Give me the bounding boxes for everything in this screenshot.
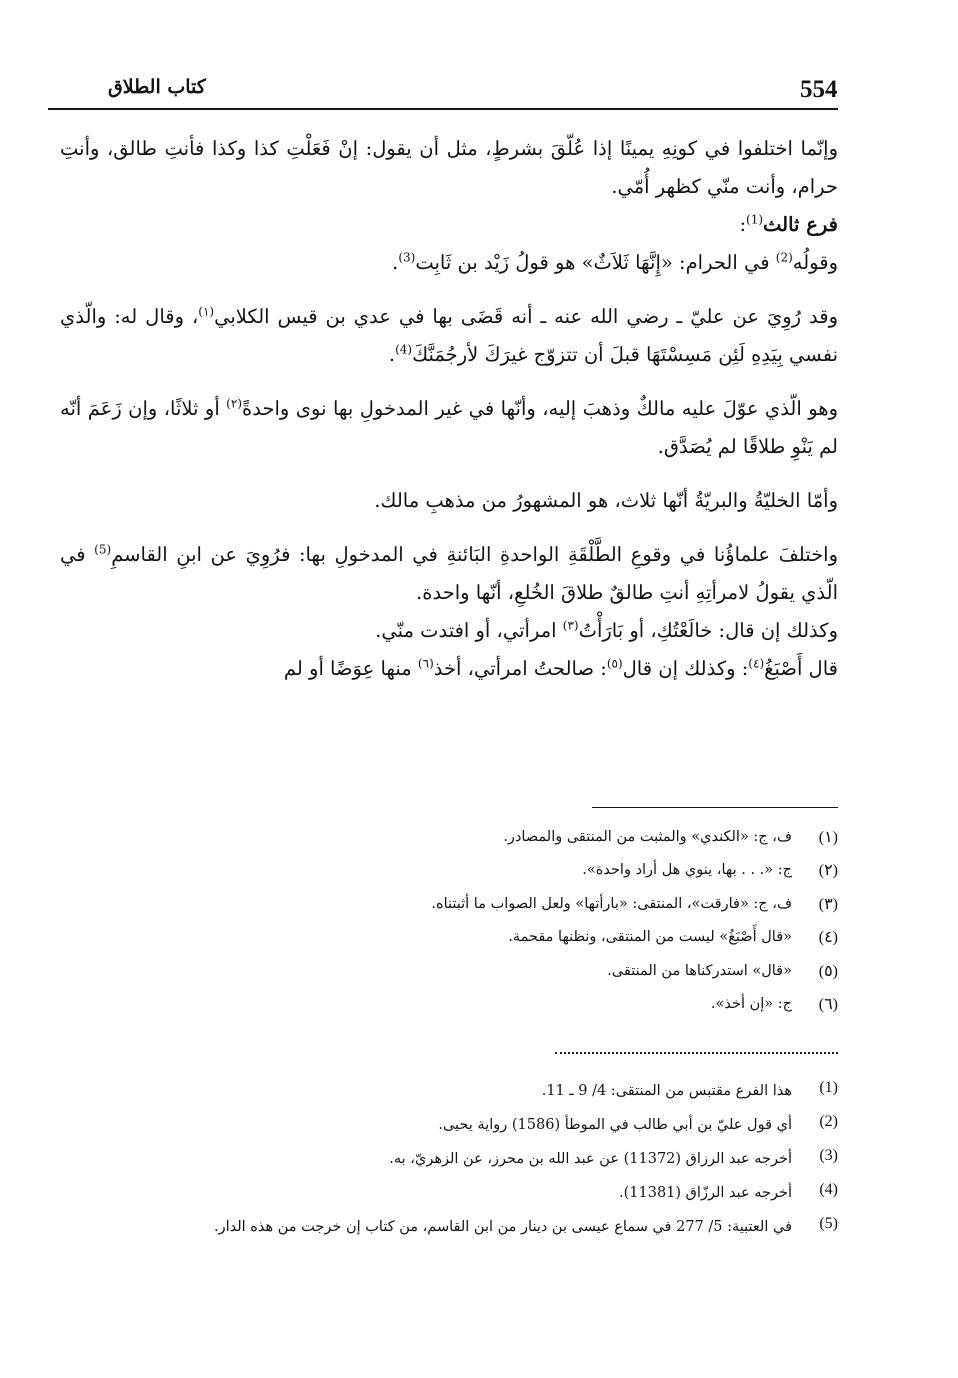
running-title: كتاب الطلاق (108, 76, 206, 98)
footnote-item (60, 1072, 838, 1106)
footnote-number: (3) (819, 1147, 838, 1164)
paragraph-7 (60, 612, 838, 650)
editor-footnotes (60, 1072, 838, 1242)
footnote-text: ج: «إن أخذ». (710, 996, 792, 1013)
page-header (48, 70, 838, 110)
text-run: ، وقال له: والّذي نفسي بِيَدِهِ لَئِن مَسِسْتَهَا قبلَ أن تتزوّج غيرَكَ لأرجُمَنَّكَ (60, 305, 838, 366)
text-run: واختلفَ علماؤُنا في وقوعِ الطَّلْقَةِ الواحدةِ البَائنةِ في المدخولِ بها: فرُوِيَ عن ابنِ القاسمِ (111, 543, 838, 566)
footnote-mark: (٣) (562, 618, 579, 633)
page-number: 554 (800, 76, 838, 103)
paragraph-6 (60, 536, 838, 612)
footnote-number: (٢) (818, 862, 838, 880)
footnote-number: (1) (819, 1079, 838, 1096)
paragraph-4 (60, 390, 838, 466)
text-run: وكذلك إن قال: خالَعْتُكِ، أو بَارَأْتُ (578, 619, 838, 642)
footnote-number: (٥) (818, 962, 838, 980)
footnote-text: «قال» استدركناها من المنتقى. (607, 962, 792, 979)
heading-colon: : (739, 213, 747, 236)
footnote-text: أخرجه عبد الرزاق (11372) عن عبد الله بن محرز، عن الزهريّ، به. (389, 1151, 792, 1167)
paragraph-3 (60, 298, 838, 374)
footnote-number: (2) (819, 1113, 838, 1130)
footnote-mark: (٦) (417, 656, 434, 671)
footnote-item (60, 1140, 838, 1174)
text-run: أو ثلاثًا، وإن زَعَمَ أنّه لم يَنْوِ طلاقًا لم يُصَدَّق. (60, 397, 838, 458)
footnote-item (60, 1174, 838, 1208)
paragraph-2 (60, 244, 838, 282)
footnote-number: (٤) (818, 929, 838, 947)
manuscript-footnotes (250, 820, 838, 1021)
footnote-number: (5) (819, 1215, 838, 1232)
footnote-item (250, 854, 838, 888)
text-run: : وكذلك إن قال (622, 657, 749, 680)
footnote-mark: (2) (775, 250, 793, 265)
footnote-number: (4) (819, 1181, 838, 1198)
footnote-mark: (٤) (748, 656, 765, 671)
footnote-item (60, 1106, 838, 1140)
text-run: . (388, 343, 396, 366)
footnote-number: (١) (818, 828, 838, 846)
footnote-number: (٣) (818, 895, 838, 913)
text-run: وقد رُوِيَ عن عليّ ـ رضي الله عنه ـ أنه قَضَى بها في عدي بن قيس الكلابي (214, 305, 838, 328)
text-run: : صالحتُ امرأتي، أخذ (433, 657, 607, 680)
footnote-mark: (1) (746, 212, 764, 227)
footnote-mark: (5) (94, 542, 112, 557)
text-run: في الّذي يقولُ لامرأتِهِ أنتِ طالقٌ طلاقَ الخُلعِ، أنّها واحدة. (60, 543, 838, 604)
footnote-item (250, 921, 838, 955)
heading-text: فرع ثالث (763, 213, 838, 236)
paragraph-5: وأمّا الخليّةُ والبريّةُ أنّها ثلاث، هو المشهورُ من مذهبِ مالك. (374, 489, 838, 512)
footnote-mark: (4) (395, 342, 413, 357)
footnote-text: أي قول عليّ بن أبي طالب في الموطأ (1586) رواية يحيى. (438, 1117, 792, 1133)
footnote-text: هذا الفرع مقتبس من المنتقى: 4/ 9 ـ 11. (541, 1083, 792, 1099)
text-run: امرأتي، أو افتدت منّي. (375, 619, 563, 642)
dotted-separator (555, 1052, 838, 1054)
text-run: في الحرام: «إِنَّهَا ثَلاَثٌ» هو قولُ زَيْد بن ثَابِت (415, 251, 776, 274)
footnote-mark: (٢) (226, 396, 242, 411)
paragraph-8 (60, 650, 838, 688)
text-run: منها عِوَضًا أو لم (283, 657, 418, 680)
text-run: قال أَصْبَغُ (764, 657, 838, 680)
text-run: . (392, 251, 399, 274)
footnote-text: أخرجه عبد الرزّاق (11381). (618, 1185, 792, 1201)
footnote-item (60, 1208, 838, 1242)
footnote-text: ف، ج: «الكندي» والمثبت من المنتقى والمصادر. (503, 828, 792, 845)
footnote-number: (٦) (818, 996, 838, 1014)
footnote-text: ف، ج: «فارقت»، المنتقى: «بارأتها» ولعل الصواب ما أثبتناه. (431, 895, 792, 912)
footnote-text: ج: «. . . بها، ينوي هل أراد واحدة». (582, 862, 792, 879)
footnote-separator (592, 807, 838, 808)
footnote-text: «قال أَصْبَغُ» ليست من المنتقى، ونظنها مقحمة. (508, 929, 792, 946)
footnote-item (250, 954, 838, 988)
text-run: وهو الّذي عوّلَ عليه مالكٌ وذهبَ إليه، وأنّها في غير المدخولِ بها نوى واحدةً (242, 397, 838, 420)
section-heading (60, 206, 838, 244)
main-text (60, 130, 838, 688)
footnote-item (250, 820, 838, 854)
footnote-item (250, 887, 838, 921)
paragraph-1: وإنّما اختلفوا في كونِهِ يمينًا إذا عُلّقَ بشرطٍ، مثل أن يقول: إنْ فَعَلْتِ كذا وكذا فأنتِ طالق، وأنتِ حرام، وأنت منّي كظهر أُمّي. (60, 137, 838, 198)
footnote-text: في العتبية: 5/ 277 في سماع عيسى بن دينار من ابن القاسم، من كتاب إن خرجت من هذه الدار. (214, 1219, 792, 1235)
footnote-mark: (٥) (606, 656, 623, 671)
footnote-mark: (١) (198, 304, 215, 319)
text-run: وقولُه (792, 251, 838, 274)
footnote-mark: (3) (398, 250, 416, 265)
footnote-item (250, 988, 838, 1022)
